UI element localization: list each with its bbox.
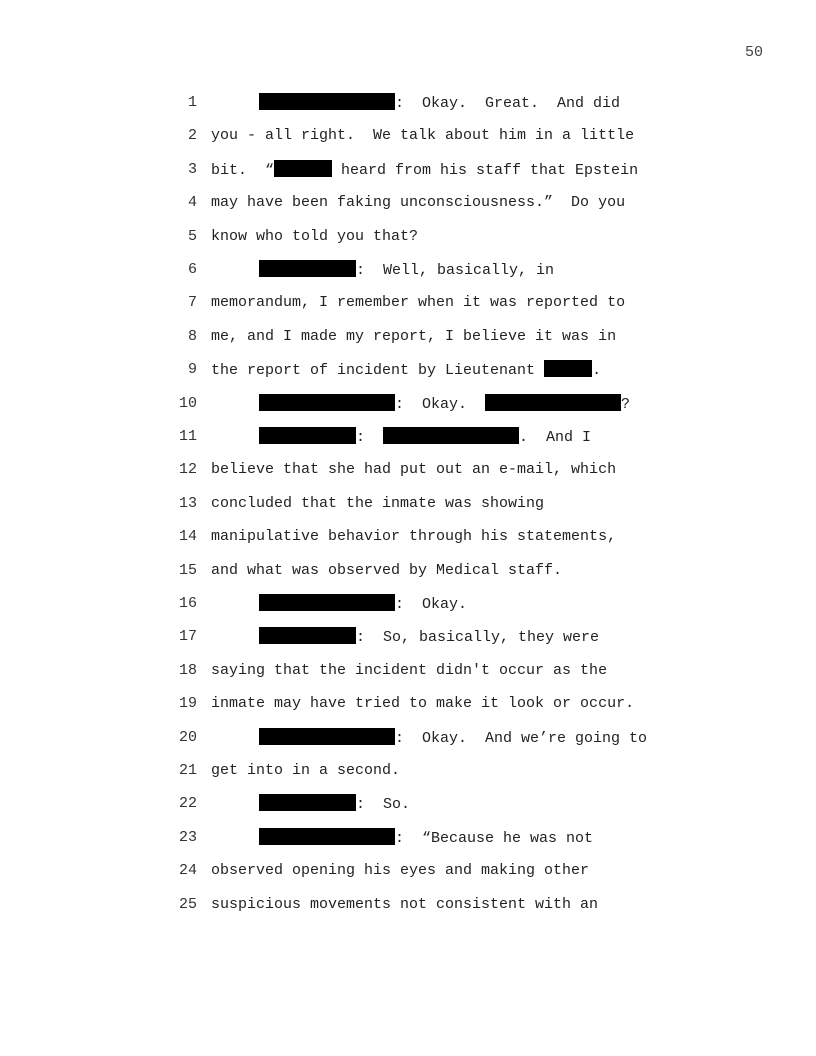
line-text-segment: saying that the incident didn't occur as the: [211, 661, 608, 679]
transcript-line: [0, 828, 816, 848]
transcript-line: [0, 694, 816, 714]
line-text-segment: concluded that the inmate was showing: [211, 494, 545, 512]
transcript-line: [0, 728, 816, 748]
redaction-block: [259, 627, 356, 644]
transcript-line: [0, 394, 816, 414]
transcript-line: [0, 160, 816, 180]
line-text-segment: : Well, basically, in: [356, 262, 555, 279]
line-text-segment: : So, basically, they were: [356, 629, 600, 647]
transcript-line: [0, 627, 816, 647]
line-text-segment: : So.: [356, 796, 411, 814]
line-number: 1: [187, 94, 197, 111]
line-number: 23: [178, 828, 197, 846]
line-text: [211, 594, 467, 615]
line-text: [211, 627, 599, 648]
redaction-block: [259, 594, 395, 611]
line-text: [211, 661, 607, 681]
line-number: 12: [178, 461, 197, 479]
line-text-segment: memorandum, I remember when it was reported to: [211, 294, 626, 312]
redaction-block: [259, 93, 395, 110]
line-number: 4: [187, 194, 197, 212]
line-number: 25: [178, 895, 197, 913]
line-number: 22: [178, 795, 197, 813]
line-text-segment: suspicious movements not consistent with an: [211, 895, 599, 913]
transcript-line: [0, 794, 816, 814]
line-text-segment: :: [356, 429, 384, 446]
line-text: [211, 527, 616, 547]
line-number: 8: [187, 327, 197, 345]
line-text-segment: : “Because he was not: [395, 829, 594, 847]
line-text-segment: ?: [621, 395, 631, 413]
line-text: [211, 728, 647, 749]
transcript-line: [0, 93, 816, 113]
transcript-line: [0, 761, 816, 781]
line-text-segment: believe that she had put out an e-mail, which: [211, 461, 617, 479]
line-number: 18: [178, 661, 197, 679]
line-text: [211, 460, 616, 480]
line-text-segment: get into in a second.: [211, 762, 401, 779]
redaction-block: [259, 427, 356, 444]
line-number: 24: [178, 862, 197, 880]
transcript-line: [0, 527, 816, 547]
line-text: [211, 494, 544, 514]
line-number: 7: [187, 294, 197, 312]
line-text-segment: : Okay.: [395, 596, 468, 613]
line-number: 6: [187, 261, 197, 278]
line-text: [211, 427, 591, 448]
redaction-block: [274, 160, 332, 177]
line-text: [211, 160, 638, 181]
line-text: [211, 293, 625, 313]
line-text-segment: and what was observed by Medical staff.: [211, 561, 563, 579]
line-text: [211, 327, 616, 347]
line-text: [211, 126, 634, 146]
line-text: [211, 93, 620, 114]
line-text-segment: observed opening his eyes and making other: [211, 862, 590, 880]
redaction-block: [485, 394, 621, 411]
redaction-block: [259, 260, 356, 277]
line-text-segment: you - all right. We talk about him in a little: [211, 127, 635, 145]
line-number: 3: [187, 160, 197, 178]
line-text: [211, 694, 634, 714]
line-text-segment: the report of incident by Lieutenant: [211, 362, 545, 380]
line-number: 17: [178, 628, 197, 646]
line-text: [211, 895, 598, 915]
line-text-segment: heard from his staff that Epstein: [332, 161, 639, 179]
transcript-line: [0, 193, 816, 213]
line-number: 14: [178, 528, 197, 546]
transcript-line: [0, 427, 816, 447]
redaction-block: [544, 360, 592, 377]
redaction-block: [259, 394, 395, 411]
line-text: [211, 193, 625, 213]
transcript-line: [0, 360, 816, 380]
line-number: 16: [178, 595, 197, 612]
redaction-block: [259, 828, 395, 845]
line-text: [211, 561, 562, 581]
transcript-line: [0, 260, 816, 280]
page-number: 50: [744, 44, 763, 61]
transcript-line: [0, 895, 816, 915]
line-text-segment: know who told you that?: [211, 227, 419, 245]
line-number: 10: [178, 394, 197, 412]
line-text-segment: . And I: [519, 429, 592, 446]
line-text-segment: may have been faking unconsciousness.” Do you: [211, 194, 626, 212]
line-text-segment: me, and I made my report, I believe it was in: [211, 327, 617, 345]
transcript-line: [0, 327, 816, 347]
transcript-line: [0, 494, 816, 514]
transcript-line: [0, 661, 816, 681]
line-text-segment: : Okay. And we’re going to: [395, 729, 648, 747]
redaction-block: [259, 794, 356, 811]
line-text-segment: .: [592, 362, 602, 380]
line-text-segment: manipulative behavior through his statements,: [211, 528, 617, 546]
redaction-block: [383, 427, 519, 444]
line-text: [211, 861, 589, 881]
line-text-segment: : Okay. Great. And did: [395, 95, 621, 112]
line-text-segment: : Okay.: [395, 395, 486, 413]
line-text-segment: bit. “: [211, 161, 275, 179]
line-text: [211, 828, 593, 849]
transcript-line: [0, 561, 816, 581]
transcript-line: [0, 227, 816, 247]
redaction-block: [259, 728, 395, 745]
line-text: [211, 227, 418, 247]
transcript-line: [0, 293, 816, 313]
line-number: 19: [178, 695, 197, 713]
line-text: [211, 260, 554, 281]
line-text: [211, 761, 400, 781]
line-text-segment: inmate may have tried to make it look or occur.: [211, 695, 635, 713]
line-text: [211, 360, 601, 381]
line-text: [211, 394, 630, 415]
line-number: 11: [178, 428, 197, 445]
line-text: [211, 794, 410, 815]
line-number: 9: [187, 361, 197, 379]
line-number: 13: [178, 494, 197, 512]
line-number: 15: [178, 561, 197, 579]
transcript-line: [0, 126, 816, 146]
transcript-line: [0, 460, 816, 480]
line-number: 2: [187, 127, 197, 145]
transcript-line: [0, 594, 816, 614]
line-number: 5: [187, 227, 197, 245]
line-number: 21: [178, 762, 197, 779]
line-number: 20: [178, 728, 197, 746]
transcript-line: [0, 861, 816, 881]
